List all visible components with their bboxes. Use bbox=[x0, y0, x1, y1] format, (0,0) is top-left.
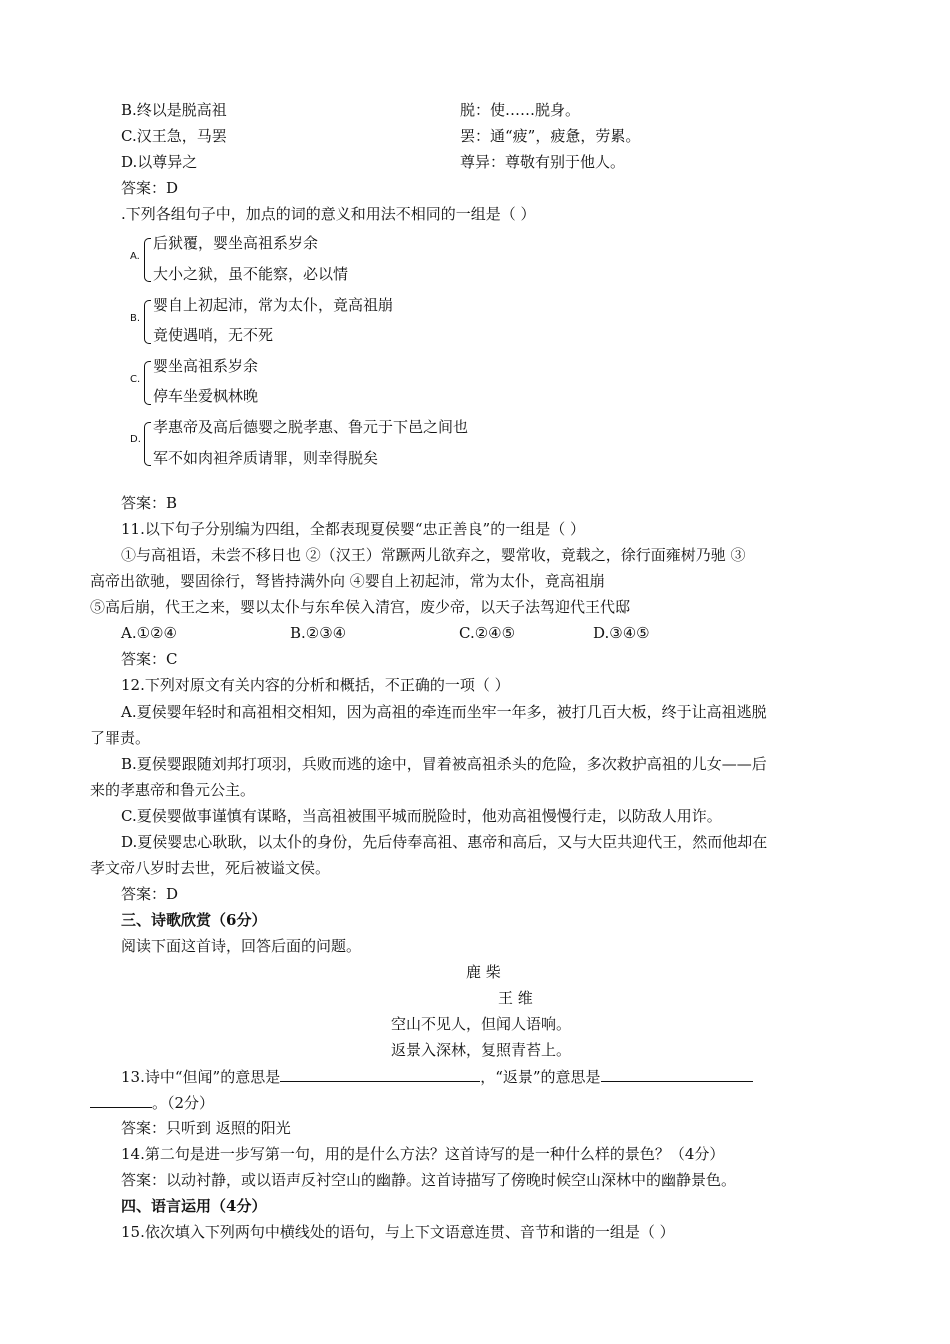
q10-a-line1: 后狱覆，婴坐高祖系岁余 bbox=[153, 234, 319, 252]
q12-answer: 答案：D bbox=[121, 885, 179, 903]
q10-c-line2: 停车坐爱枫林晚 bbox=[153, 387, 259, 405]
q12-option-d-line2: 孝文帝八岁时去世，死后被谥文侯。 bbox=[90, 859, 331, 877]
q9-answer: 答案：D bbox=[121, 179, 179, 197]
q11-option-d: D.③④⑤ bbox=[593, 624, 650, 642]
q9-option-d: D.以尊异之 bbox=[121, 153, 198, 171]
q10-stem: .下列各组句子中，加点的词的意义和用法不相同的一组是（ ） bbox=[121, 205, 536, 223]
q11-stem: 11.以下句子分别编为四组，全都表现夏侯婴“忠正善良”的一组是（ ） bbox=[121, 520, 585, 538]
q10-label-a: A. bbox=[130, 251, 140, 262]
q13-line1 bbox=[121, 1066, 753, 1087]
q14-answer: 答案：以动衬静，或以语声反衬空山的幽静。这首诗描写了傍晚时候空山深林中的幽静景色。 bbox=[121, 1171, 737, 1189]
q9-option-c: C.汉王急，马罢 bbox=[121, 127, 227, 145]
q12-option-a-line1: A.夏侯婴年轻时和高祖相交相知，因为高祖的牵连而坐牢一年多，被打几百大板，终于让高祖逃脱 bbox=[121, 703, 767, 721]
q13-part1: 13.诗中“但闻”的意思是 bbox=[121, 1068, 281, 1086]
q13-blank2 bbox=[601, 1066, 753, 1082]
q9-option-c-gloss: 罢：通“疲”，疲惫，劳累。 bbox=[460, 127, 641, 145]
q13-part2: ，“返景”的意思是 bbox=[480, 1068, 601, 1086]
q10-answer: 答案：B bbox=[121, 494, 178, 512]
q13-blank1 bbox=[280, 1066, 480, 1082]
poem-author: 王 维 bbox=[498, 989, 533, 1007]
poem-line1: 空山不见人，但闻人语响。 bbox=[391, 1015, 572, 1033]
q10-brace-c bbox=[144, 361, 151, 405]
q14-stem: 14.第二句是进一步写第一句，用的是什么方法？这首诗写的是一种什么样的景色？（4分） bbox=[121, 1145, 725, 1163]
q11-line1: ①与高祖语，未尝不移日也 ②（汉王）常蹶两儿欲弃之，婴常收，竟载之，徐行面雍树乃驰 ③ bbox=[121, 546, 746, 564]
q10-label-b: B. bbox=[130, 313, 141, 324]
section4-heading: 四、语言运用（4分） bbox=[121, 1197, 267, 1215]
q10-c-line1: 婴坐高祖系岁余 bbox=[153, 357, 259, 375]
q9-option-b: B.终以是脱高祖 bbox=[121, 101, 227, 119]
q10-brace-d bbox=[144, 422, 151, 466]
q12-option-c-line1: C.夏侯婴做事谨慎有谋略，当高祖被围平城而脱险时，他劝高祖慢慢行走，以防敌人用诈。 bbox=[121, 807, 722, 825]
q12-option-b-line2: 来的孝惠帝和鲁元公主。 bbox=[90, 781, 256, 799]
q10-label-d: D. bbox=[130, 434, 141, 445]
q11-line3: ⑤高后崩，代王之来，婴以太仆与东牟侯入清宫，废少帝，以天子法驾迎代王代邸 bbox=[90, 598, 631, 616]
q10-a-line2: 大小之狱，虽不能察，必以情 bbox=[153, 265, 349, 283]
poem-line2: 返景入深林，复照青苔上。 bbox=[391, 1041, 572, 1059]
q9-option-b-gloss: 脱：使……脱身。 bbox=[460, 101, 581, 119]
q11-option-c: C.②④⑤ bbox=[459, 624, 516, 642]
q9-option-d-gloss: 尊异：尊敬有别于他人。 bbox=[460, 153, 626, 171]
q10-d-line1: 孝惠帝及高后德婴之脱孝惠、鲁元于下邑之间也 bbox=[153, 418, 469, 436]
q13-line2 bbox=[90, 1092, 214, 1113]
q12-option-b-line1: B.夏侯婴跟随刘邦打项羽，兵败而逃的途中，冒着被高祖杀头的危险，多次救护高祖的儿女——后 bbox=[121, 755, 767, 773]
q10-label-c: C. bbox=[130, 374, 141, 385]
q10-brace-a bbox=[144, 238, 151, 282]
q12-stem: 12.下列对原文有关内容的分析和概括，不正确的一项（ ） bbox=[121, 676, 510, 694]
q13-blank2-continued bbox=[90, 1092, 152, 1108]
q15-stem: 15.依次填入下列两句中横线处的语句，与上下文语意连贯、音节和谐的一组是（ ） bbox=[121, 1223, 675, 1241]
q13-part3: 。（2分） bbox=[152, 1094, 215, 1112]
q11-answer: 答案：C bbox=[121, 650, 178, 668]
section3-intro: 阅读下面这首诗，回答后面的问题。 bbox=[121, 937, 362, 955]
q10-d-line2: 军不如肉袒斧质请罪，则幸得脱矣 bbox=[153, 449, 379, 467]
q11-option-b: B.②③④ bbox=[290, 624, 347, 642]
q11-option-a: A.①②④ bbox=[121, 624, 177, 642]
section3-heading: 三、诗歌欣赏（6分） bbox=[121, 911, 267, 929]
poem-title: 鹿 柴 bbox=[466, 963, 501, 981]
q10-b-line2: 竟使遇哨，无不死 bbox=[153, 326, 274, 344]
q10-brace-b bbox=[144, 300, 151, 344]
q12-option-d-line1: D.夏侯婴忠心耿耿，以太仆的身份，先后侍奉高祖、惠帝和高后，又与大臣共迎代王，然而他却在 bbox=[121, 833, 768, 851]
q11-line2: 高帝出欲驰，婴固徐行，弩皆持满外向 ④婴自上初起沛，常为太仆，竟高祖崩 bbox=[90, 572, 605, 590]
q13-answer: 答案：只听到 返照的阳光 bbox=[121, 1119, 291, 1137]
q10-b-line1: 婴自上初起沛，常为太仆，竟高祖崩 bbox=[153, 296, 394, 314]
q12-option-a-line2: 了罪责。 bbox=[90, 729, 151, 747]
